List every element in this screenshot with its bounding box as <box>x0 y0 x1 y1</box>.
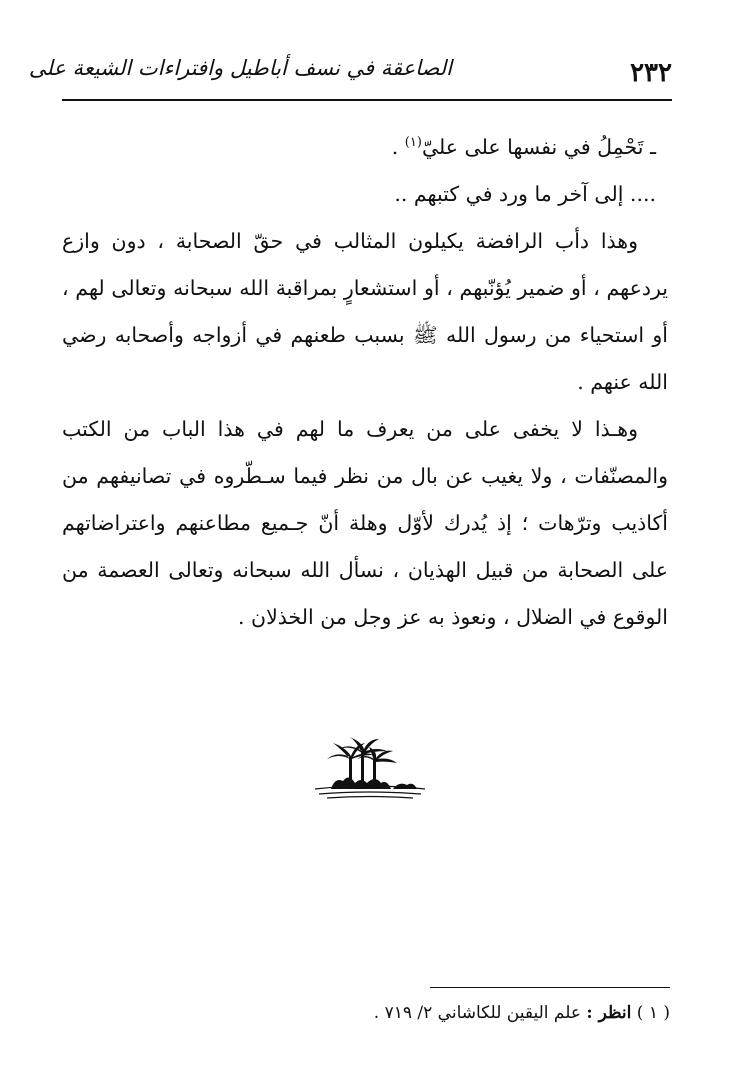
footnote <box>100 1000 670 1026</box>
text-line-1-end: . <box>391 135 405 159</box>
paragraph-1: وهذا دأب الرافضة يكيلون المثالب في حقّ الصحابة ، دون وازع يردعهم ، أو ضمير يُؤنّبهم ، أو استشعارٍ بمراقبة الله سبحانه وتعالى لهم ، أو استحياء من رسول الله ﷺ بسبب طعنهم في أزواجه وأصحابه رضي الله عنهم . <box>62 229 668 394</box>
header-rule <box>62 99 672 101</box>
page-header <box>28 52 672 94</box>
footnote-reference: (١) <box>404 135 422 151</box>
running-title: الصاعقة في نسف أباطيل وافتراءات الشيعة على <box>28 56 452 80</box>
text-line-2: .... إلى آخر ما ورد في كتبهم .. <box>394 182 656 206</box>
paragraph-2: وهـذا لا يخفى على من يعرف ما لهم في هذا الباب من الكتب والمصنّفات ، ولا يغيب عن بال من نظر فيما سـطّروه في تصانيفهم من أكاذيب وترّهات ؛ إذ يُدرك لأوّل وهلة أنّ جـميع مطاعنهم واعتراضاتهم على الصحابة من قبيل الهذيان ، نسأل الله سبحانه وتعالى العصمة من الوقوع في الضلال ، ونعوذ به عز وجل من الخذلان . <box>62 417 668 629</box>
footnote-number: ( ١ ) <box>636 1003 670 1023</box>
body-text <box>62 124 668 641</box>
text-line-1 <box>62 124 668 171</box>
footnote-text: علم اليقين للكاشاني ٢/ ٧١٩ . <box>373 1003 581 1023</box>
palm-tree-ornament <box>309 737 429 801</box>
text-line-1-content: ـ تَحْمِلُ في نفسها على عليّ <box>421 135 656 159</box>
page-number: ٢٣٢ <box>630 58 672 88</box>
footnote-label: انظر : <box>586 1003 632 1023</box>
footnote-separator <box>430 987 670 988</box>
